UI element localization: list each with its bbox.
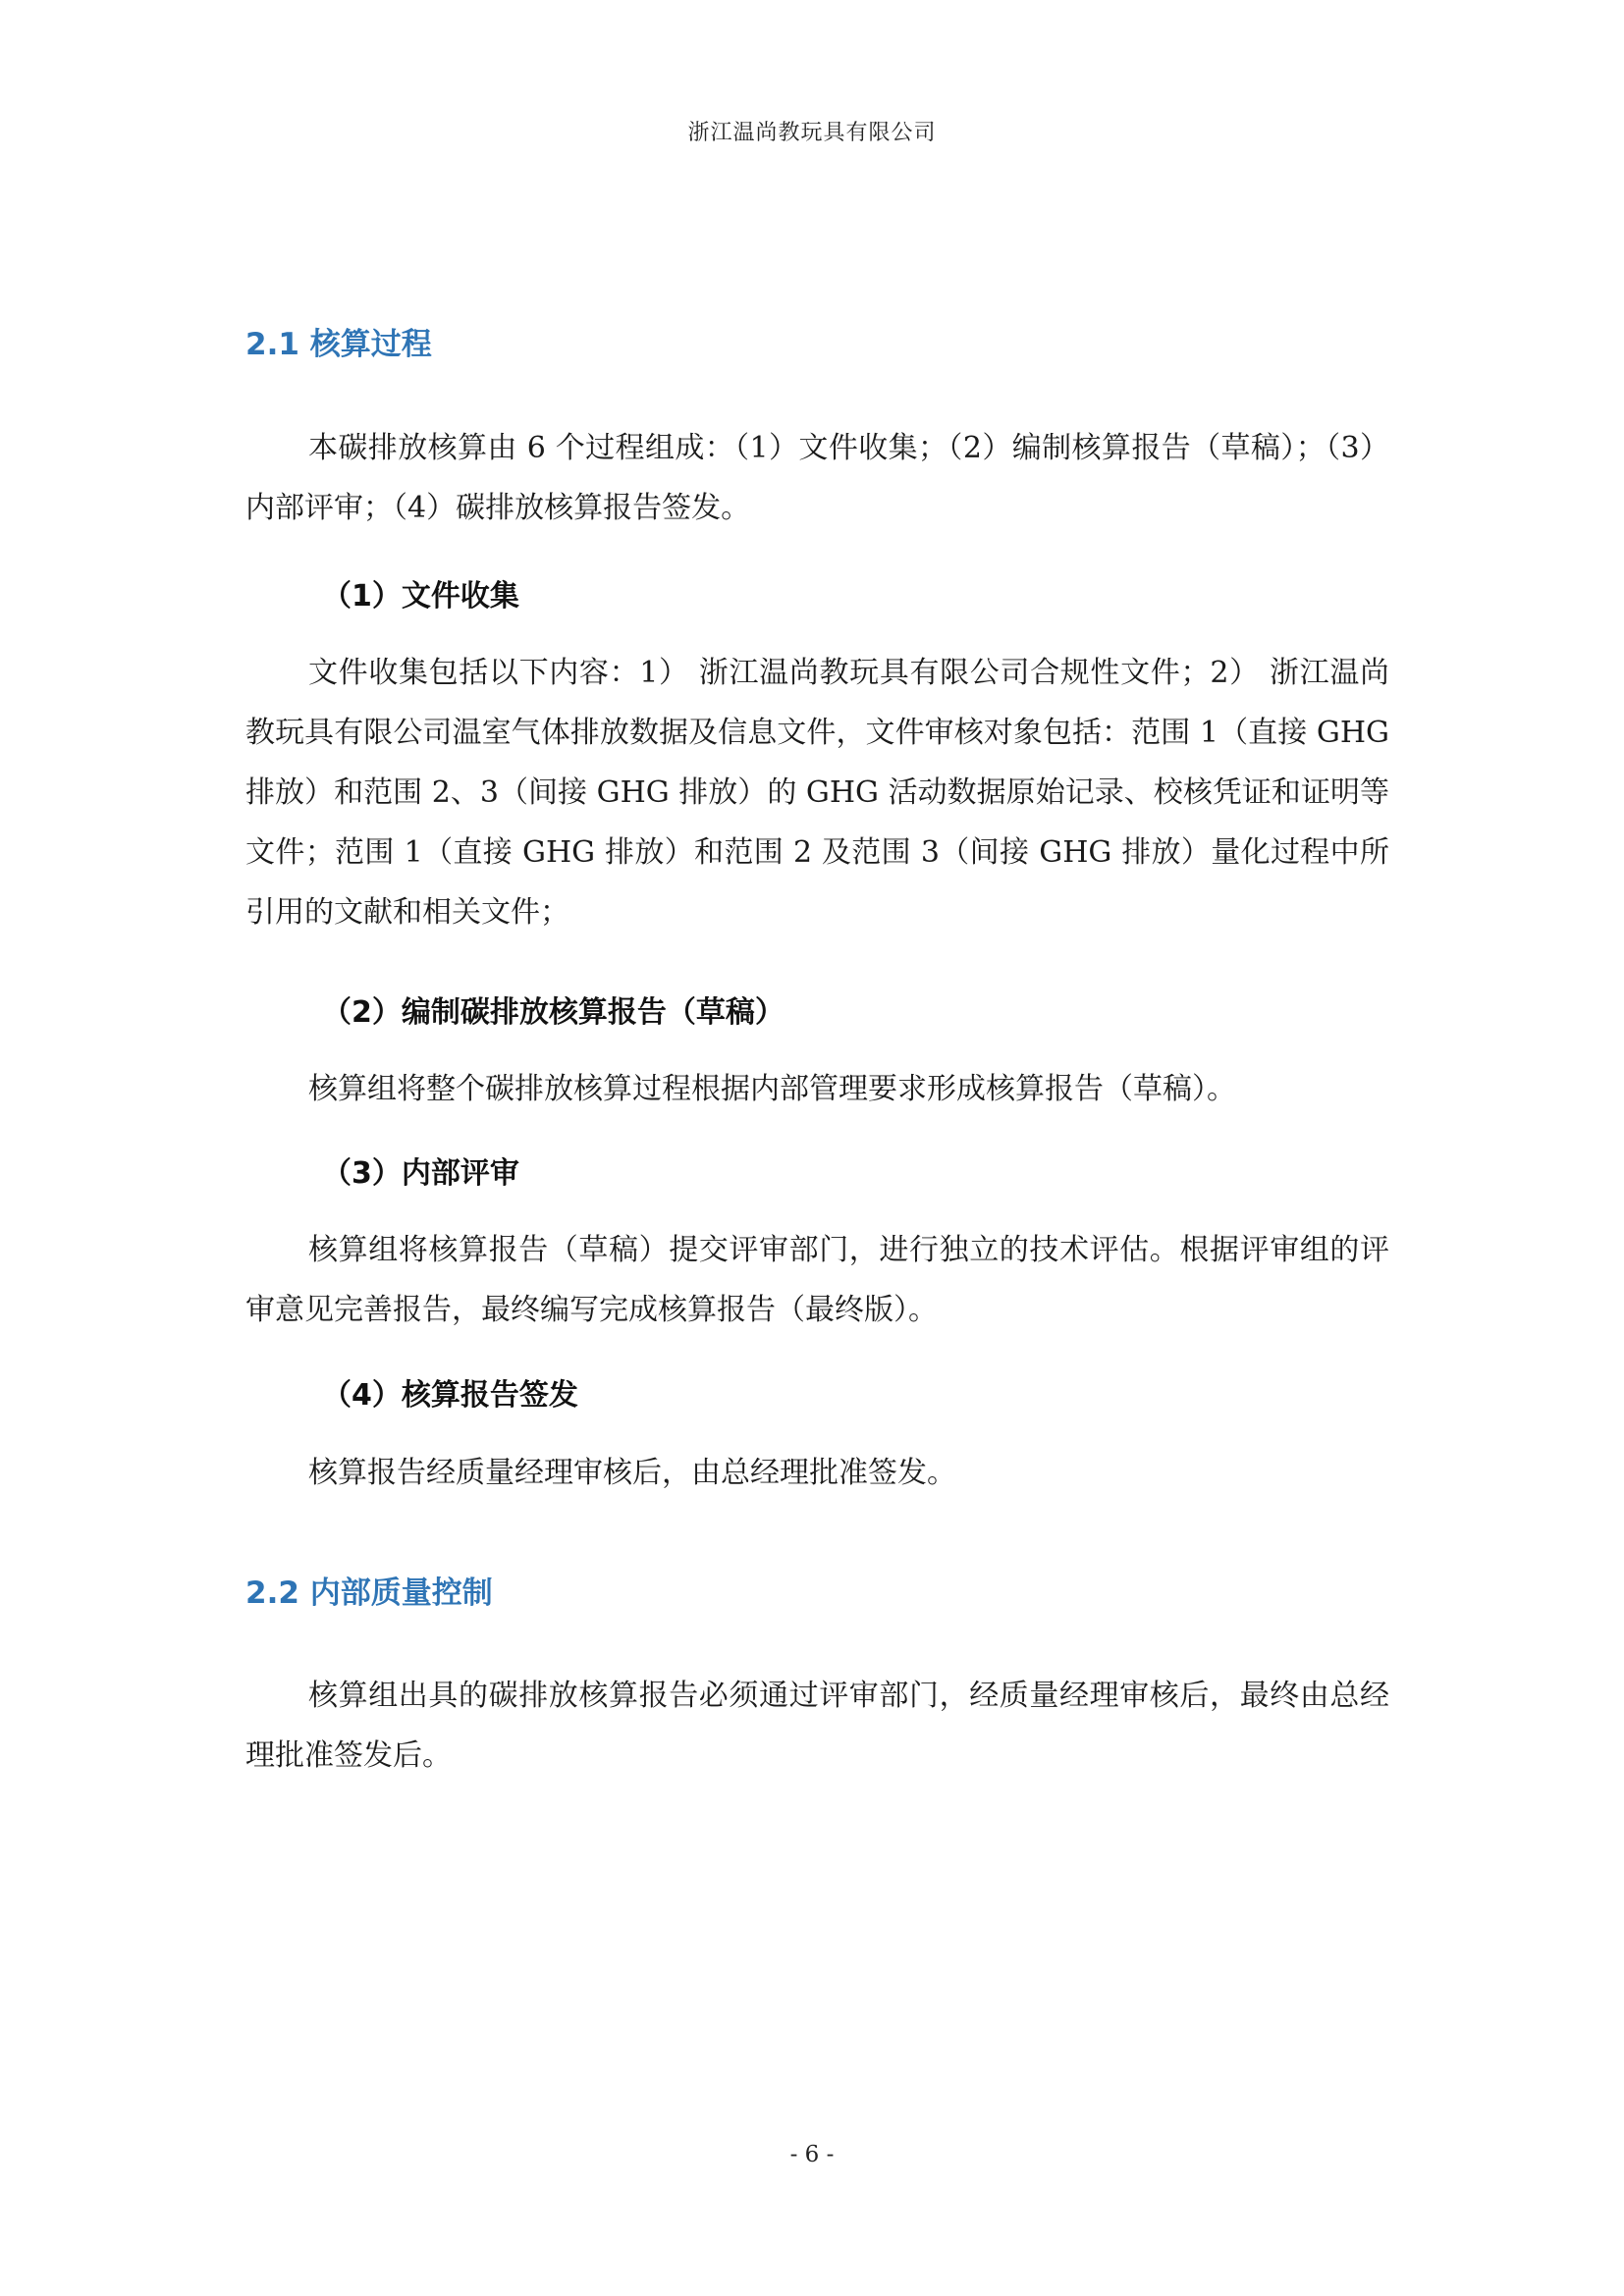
page-header-company: 浙江温尚教玩具有限公司	[687, 121, 937, 145]
section-2-2-heading: 2.2 内部质量控制	[245, 1575, 493, 1611]
section-2-1-intro: 本碳排放核算由 6 个过程组成：（1）文件收集；（2）编制核算报告（草稿）；（3）内部评审；（4）碳排放核算报告签发。	[245, 431, 1389, 525]
step-4-heading: （4）核算报告签发	[322, 1378, 578, 1413]
section-2-2-text: 核算组出具的碳排放核算报告必须通过评审部门，经质量经理审核后，最终由总经理批准签发后。	[245, 1679, 1389, 1773]
step-1-heading: （1）文件收集	[322, 579, 519, 614]
step-3-heading: （3）内部评审	[322, 1156, 519, 1191]
step-2-heading: （2）编制碳排放核算报告（草稿）	[322, 995, 785, 1030]
page-number: - 6 -	[789, 2142, 835, 2167]
step-4-text: 核算报告经质量经理审核后，由总经理批准签发。	[308, 1456, 956, 1490]
step-3-text: 核算组将核算报告（草稿）提交评审部门，进行独立的技术评估。根据评审组的评审意见完善报告，最终编写完成核算报告（最终版）。	[245, 1233, 1389, 1327]
section-2-1-heading: 2.1 核算过程	[245, 327, 432, 362]
step-1-text: 文件收集包括以下内容：1） 浙江温尚教玩具有限公司合规性文件；2） 浙江温尚教玩具有限公司温室气体排放数据及信息文件，文件审核对象包括：范围 1（直接 GHG 排放）和范围 2、3（间接 GHG 排放）的 GHG 活动数据原始记录、校核凭证和证明等文件；范围 1（直接 GHG 排放）和范围 2 及范围 3（间接 GHG 排放）量化过程中所引用的文献和相关文件；	[245, 656, 1389, 930]
step-2-text: 核算组将整个碳排放核算过程根据内部管理要求形成核算报告（草稿）。	[308, 1072, 1236, 1106]
